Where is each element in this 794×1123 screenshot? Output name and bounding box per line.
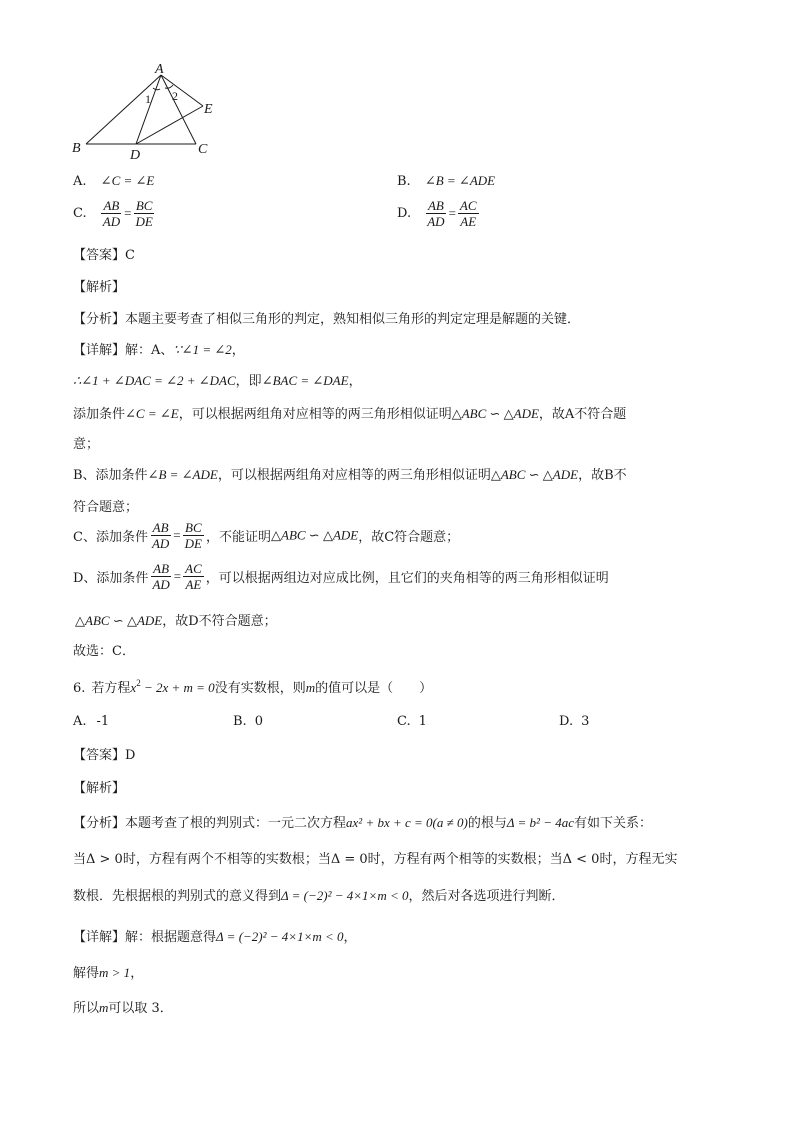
q6-solve: 解得m > 1， — [73, 965, 144, 981]
q5-detail-line1: 【详解】解：A、∵∠1 = ∠2， — [73, 342, 245, 358]
q6-fenxi-line2: 当Δ > 0时，方程有两个不相等的实数根；当Δ = 0时，方程有两个相等的实数根；当Δ < 0时，方程无实 — [73, 852, 678, 867]
label-B: B — [72, 141, 81, 156]
fraction: $\frac{AB}{AD}$ — [151, 520, 170, 551]
q5-fenxi: 【分析】本题主要考查了相似三角形的判定，熟知相似三角形的判定定理是解题的关键． — [73, 312, 581, 327]
answer-value: C — [125, 248, 135, 263]
label-angle-1: 1 — [145, 92, 151, 106]
q5-detail-lineB: B、添加条件∠B = ∠ADE，可以根据两组角对应相等的两三角形相似证明△ABC ∽ △ADE，故B不 — [73, 467, 627, 483]
fraction: $\frac{AB}{AD}$ — [427, 198, 445, 229]
q5-option-d: D. $\frac{AB}{AD}$ = $\frac{AC}{AE}$ — [397, 198, 477, 229]
fraction: $\frac{AC}{AE}$ — [459, 198, 477, 229]
q6-conclusion: 所以m可以取 3． — [73, 1000, 173, 1016]
fraction: $\frac{AB}{AD}$ — [102, 198, 121, 229]
label-A: A — [155, 62, 164, 77]
segment-AC — [161, 75, 196, 144]
segment-AD — [136, 75, 161, 144]
segment-AB — [86, 75, 161, 144]
q5-answer — [73, 244, 135, 263]
q6-option-a: A. -1 — [73, 714, 110, 729]
q5-detail-lineD: D、添加条件 $\frac{AB}{AD}$ = $\frac{AC}{AE}$ ，可以根据两组边对应成比例，且它们的夹角相等的两三角形相似证明 — [73, 561, 609, 592]
q5-detail-line3b: 意； — [73, 437, 100, 452]
q5-detail-line3: 添加条件∠C = ∠E，可以根据两组角对应相等的两三角形相似证明△ABC ∽ △ADE，故A不符合题 — [73, 406, 627, 422]
q5-choose: 故选：C． — [73, 644, 135, 659]
q6-fenxi-line1: 【分析】本题考查了根的判别式：一元二次方程ax² + bx + c = 0(a ≠ 0)的根与Δ = b² − 4ac有如下关系： — [73, 815, 652, 831]
triangle-figure — [66, 60, 226, 160]
q5-detail-lineD2: △ABC ∽ △ADE，故D不符合题意； — [75, 613, 277, 629]
q6-fenxi-line3: 数根．先根据根的判别式的意义得到Δ = (−2)² − 4×1×m < 0，然后对各选项进行判断． — [73, 888, 565, 904]
option-letter: C. — [73, 206, 87, 221]
option-letter: D. — [397, 206, 412, 221]
q5-option-c: C. $\frac{AB}{AD}$ = $\frac{BC}{DE}$ — [73, 198, 153, 229]
option-text: ∠B = ∠ADE — [424, 173, 496, 188]
fraction: $\frac{AC}{AE}$ — [185, 561, 202, 592]
q6-option-d: D. 3 — [559, 714, 590, 729]
label-D: D — [130, 148, 141, 160]
answer-tag: 【答案】 — [73, 248, 126, 263]
option-letter: B. — [397, 174, 411, 189]
label-E: E — [204, 102, 213, 117]
q6-answer: 【答案】D — [73, 748, 136, 763]
q6-analysis-tag: 【解析】 — [73, 781, 126, 796]
q5-analysis-tag: 【解析】 — [73, 280, 126, 295]
option-text: ∠C = ∠E — [100, 173, 155, 188]
q6-stem: 6. 若方程$x^2 - 2x + m = 0$没有实数根，则m的值可以是（ ） — [73, 678, 433, 696]
label-C: C — [198, 142, 208, 157]
option-letter: A. — [73, 174, 87, 189]
q6-detail: 【详解】解：根据题意得Δ = (−2)² − 4×1×m < 0， — [73, 929, 357, 945]
fraction: $\frac{BC}{DE}$ — [135, 198, 153, 229]
q5-detail-line2: ∴∠1 + ∠DAC = ∠2 + ∠DAC，即∠BAC = ∠DAE， — [73, 373, 362, 389]
q5-detail-lineB2: 符合题意； — [73, 500, 139, 515]
q5-option-b — [397, 173, 495, 189]
label-angle-2: 2 — [172, 89, 178, 103]
q5-detail-lineC: C、添加条件 $\frac{AB}{AD}$ = $\frac{BC}{DE}$ ，不能证明△ABC ∽ △ADE，故C符合题意； — [73, 520, 460, 551]
q6-option-b: B. 0 — [233, 714, 263, 729]
fraction: $\frac{AB}{AD}$ — [152, 561, 170, 592]
fraction: $\frac{BC}{DE}$ — [184, 520, 202, 551]
q6-option-c: C. 1 — [397, 714, 427, 729]
segment-AE — [161, 75, 203, 106]
q5-option-a — [73, 173, 154, 189]
